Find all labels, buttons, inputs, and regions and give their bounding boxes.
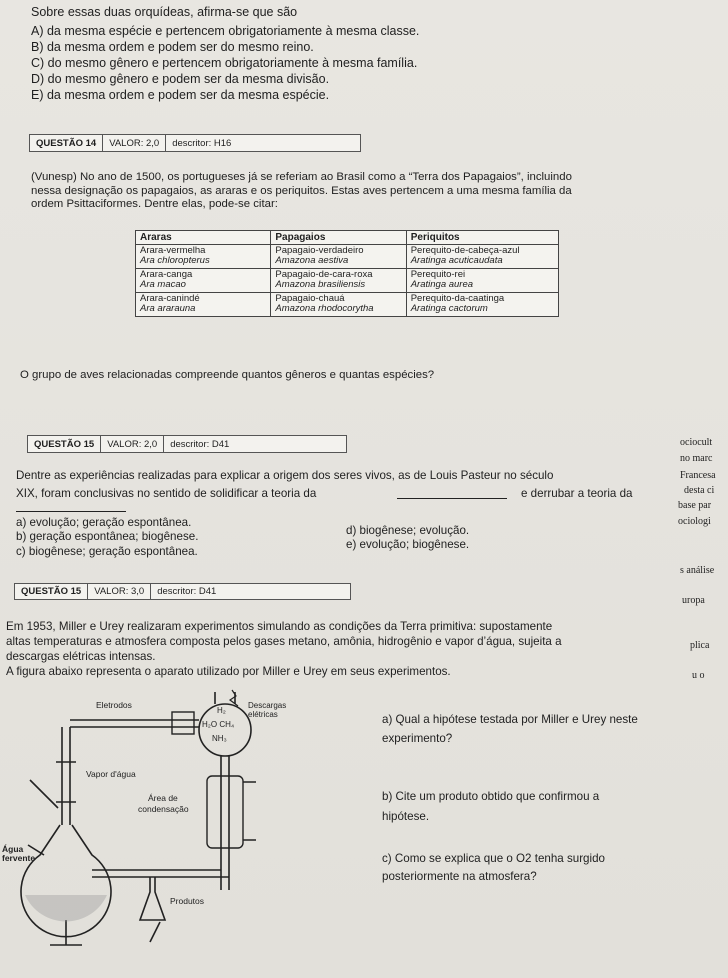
common-name: Perequito-rei [410,268,466,280]
margin-fragment: uropa [682,595,705,606]
boiling-water [25,895,107,921]
common-name: Perequito-da-caatinga [410,292,505,304]
label-produtos: Produtos [170,896,205,906]
common-name: Arara-canga [140,268,193,280]
orchid-option-e[interactable]: E) da mesma ordem e podem ser da mesma espécie. [31,88,330,102]
label-agua: Água [2,844,24,854]
scientific-name: Ara chloropterus [140,255,210,267]
spark-icon [230,690,238,706]
margin-fragment: Francesa [680,470,716,481]
table-cell [136,268,271,292]
label-eletrodos: Eletrodos [96,700,132,710]
product-trap [140,877,165,920]
common-name: Papagaio-verdadeiro [275,245,364,256]
label-descargas: Descargas [248,701,287,710]
bottom-tube [92,870,229,877]
part-a-line-2: experimento? [382,732,453,745]
q15a-option-a[interactable]: a) evolução; geração espontânea. [16,516,192,529]
margin-fragment: u o [692,670,705,681]
question-label: QUESTÃO 15 [28,436,101,452]
table-cell [136,245,271,269]
label-condensacao: condensação [138,804,189,814]
orchid-option-d[interactable]: D) do mesmo gênero e podem ser da mesma divisão. [31,72,330,86]
orchid-option-b[interactable]: B) da mesma ordem e podem ser do mesmo reino. [31,40,314,54]
q14-question: O grupo de aves relacionadas compreende quantos gêneros e quantas espécies? [20,369,435,381]
part-c-line-2: posteriormente na atmosfera? [382,870,537,883]
question-15-header [27,435,347,453]
question-label: QUESTÃO 15 [15,584,88,599]
question-14-header [29,134,361,152]
table-row [136,245,559,269]
scientific-name: Aratinga aurea [410,279,474,291]
water-ports [243,782,256,840]
q15a-text-line-1: Dentre as experiências realizadas para explicar a origem dos seres vivos, as de Louis Pasteur no século [16,469,554,482]
label-vapor: Vapor d'água [86,769,136,779]
q15b-text-line-3: descargas elétricas intensas. [6,650,156,663]
common-name: Papagaio-chauá [275,292,345,304]
miller-urey-apparatus-diagram [0,680,380,975]
part-a-line-1: a) Qual a hipótese testada por Miller e Urey neste [382,713,638,726]
common-name: Papagaio-de-cara-roxa [275,268,373,280]
top-tube [70,720,199,727]
col-periquitos: Periquitos [406,231,558,245]
q15a-text-line-2b: e derrubar a teoria da [521,487,633,500]
q15b-text-line-1: Em 1953, Miller e Urey realizaram experimentos simulando as condições da Terra primitiva: supostamente [6,620,553,633]
table-cell [136,292,271,316]
margin-fragment: plica [690,640,710,651]
fill-in-blank[interactable] [397,498,507,499]
col-papagaios: Papagaios [271,231,406,245]
table-cell [271,292,406,316]
scientific-name: Amazona brasiliensis [275,279,366,291]
scientific-name: Aratinga cactorum [410,303,488,315]
margin-fragment: base par [678,500,712,511]
scientific-name: Amazona rhodocorytha [275,303,374,315]
orchid-option-c[interactable]: C) do mesmo gênero e pertencem obrigatoriamente à mesma família. [31,56,418,70]
scientific-name: Ara ararauna [140,303,196,315]
margin-fragment: ociologi [678,516,711,527]
table-cell [271,268,406,292]
label-area: Área de [148,793,178,803]
table-header-row [136,231,559,245]
electrode-box [172,712,194,734]
table-cell [271,245,406,269]
question-valor: VALOR: 2,0 [103,135,166,151]
orchid-question-stem: Sobre essas duas orquídeas, afirma-se que são [31,5,298,19]
arrow-icon [30,780,58,808]
table-cell [406,245,558,269]
scientific-name: Amazona aestiva [275,255,349,267]
label-fervente: fervente [2,853,36,863]
question-label: QUESTÃO 14 [30,135,103,151]
scientific-name: Ara macao [140,279,186,291]
q15a-option-b[interactable]: b) geração espontânea; biogênese. [16,530,199,543]
table-row [136,292,559,316]
q14-text-line-2: nessa designação os papagaios, as araras e os periquitos. Estas aves pertencem a uma mesma família da [31,185,572,197]
question-descritor: descritor: D41 [170,438,230,450]
q15a-text-line-2: XIX, foram conclusivas no sentido de solidificar a teoria da [16,487,317,500]
common-name: Perequito-de-cabeça-azul [410,245,520,256]
q15a-option-c[interactable]: c) biogênese; geração espontânea. [16,545,198,558]
margin-fragment: desta ci [684,485,715,496]
birds-table [135,230,559,317]
question-15b-header [14,583,351,600]
q15a-option-d[interactable]: d) biogênese; evolução. [346,524,470,537]
q15b-text-line-4: A figura abaixo representa o aparato utilizado por Miller e Urey em seus experimentos. [6,665,451,678]
question-descritor: descritor: H16 [172,137,232,149]
q15a-option-e[interactable]: e) evolução; biogênese. [346,538,470,551]
label-nh3: NH₃ [212,734,227,743]
label-h2: H₂ [217,706,226,715]
question-valor: VALOR: 2,0 [101,436,164,452]
margin-fragment: s análise [680,565,715,576]
arrow-icon [150,922,160,942]
scientific-name: Aratinga acuticaudata [410,255,503,267]
common-name: Arara-vermelha [140,245,206,256]
label-gases: H₂O CH₄ [202,720,235,729]
q15b-text-line-2: altas temperaturas e atmosfera composta pelos gases metano, amônia, hidrogênio e vapor d’água, sujeita a [6,635,562,648]
question-descritor: descritor: D41 [157,586,217,597]
condenser-jacket [207,776,243,848]
table-cell [406,268,558,292]
left-tube [62,727,70,825]
question-valor: VALOR: 3,0 [88,584,151,599]
part-b-line-1: b) Cite um produto obtido que confirmou a [382,790,600,803]
label-eletricas: elétricas [248,710,278,719]
margin-fragment: no marc [680,453,713,464]
table-row [136,268,559,292]
table-cell [406,292,558,316]
fill-in-blank[interactable] [16,511,126,512]
q14-text-line-1: (Vunesp) No ano de 1500, os portugueses já se referiam ao Brasil como a “Terra dos Papagaios”, incluindo [31,171,572,183]
part-b-line-2: hipótese. [382,810,430,823]
col-araras: Araras [136,231,271,245]
q14-text-line-3: ordem Psittaciformes. Dentre elas, pode-se citar: [31,198,278,210]
margin-fragment: ociocult [680,437,713,448]
stopcock [56,762,76,802]
common-name: Arara-canindé [140,292,200,304]
part-c-line-1: c) Como se explica que o O2 tenha surgido [382,852,605,865]
orchid-option-a[interactable]: A) da mesma espécie e pertencem obrigatoriamente à mesma classe. [31,24,420,38]
